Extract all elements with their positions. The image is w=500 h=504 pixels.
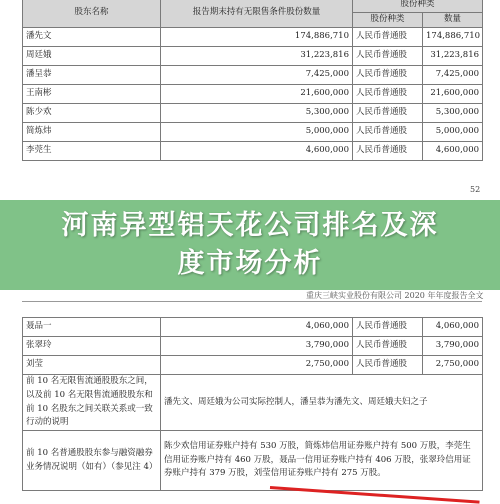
bottom-shareholder-table (22, 317, 483, 491)
relation-note-row (23, 375, 483, 431)
share-type: 人民币普通股 (353, 337, 423, 356)
top-shareholder-table (22, 0, 483, 161)
header-amount: 数量 (423, 13, 483, 28)
share-amount: 3,790,000 (423, 337, 483, 356)
share-type: 人民币普通股 (353, 142, 423, 161)
banner-title-line-2: 度市场分析 (177, 248, 323, 279)
table-row (23, 47, 483, 66)
share-amount: 7,425,000 (423, 66, 483, 85)
shareholder-name: 陈少欢 (23, 104, 161, 123)
share-type: 人民币普通股 (353, 28, 423, 47)
unrestricted-count: 4,600,000 (161, 142, 353, 161)
header-share-type-group: 股份种类 (353, 0, 483, 13)
unrestricted-count: 5,000,000 (161, 123, 353, 142)
table-header-row (23, 0, 483, 13)
page-number: 52 (470, 185, 481, 194)
share-amount: 21,600,000 (423, 85, 483, 104)
shareholder-name: 李莞生 (23, 142, 161, 161)
relation-note-text: 潘先文、周廷娥为公司实际控制人，潘呈恭为潘先文、周廷娥夫妇之子 (161, 375, 483, 431)
table-row (23, 142, 483, 161)
table-row (23, 356, 483, 375)
shareholder-name: 张翠玲 (23, 337, 161, 356)
shareholder-name: 王南彬 (23, 85, 161, 104)
header-shareholder-name: 股东名称 (23, 0, 161, 28)
share-amount: 4,600,000 (423, 142, 483, 161)
share-type: 人民币普通股 (353, 356, 423, 375)
share-amount: 31,223,816 (423, 47, 483, 66)
share-type: 人民币普通股 (353, 47, 423, 66)
table-row (23, 85, 483, 104)
header-share-type: 股份种类 (353, 13, 423, 28)
page-header-rule (22, 301, 482, 302)
table-row (23, 318, 483, 337)
page-header-text: 重庆三峡实业股份有限公司 2020 年年度报告全文 (306, 291, 484, 300)
unrestricted-count: 174,886,710 (161, 28, 353, 47)
unrestricted-count: 2,750,000 (161, 356, 353, 375)
share-type: 人民币普通股 (353, 104, 423, 123)
margin-note-row (23, 431, 483, 491)
unrestricted-count: 3,790,000 (161, 337, 353, 356)
table-row (23, 123, 483, 142)
banner-title-line-1: 河南异型铝天花公司排名及深 (61, 210, 439, 241)
shareholder-name: 聂品一 (23, 318, 161, 337)
margin-note-text: 陈少欢信用证券账户持有 530 万股，简炼炜信用证券账户持有 500 万股，李莞生信用证券账户持有 460 万股，聂品一信用证券账户持有 406 万股，张翠玲信用证券账户持有 379 万股，刘莹信用证券账户持有 275 万股。 (161, 431, 483, 491)
title-banner (0, 200, 500, 290)
share-type: 人民币普通股 (353, 85, 423, 104)
shareholder-name: 潘先文 (23, 28, 161, 47)
unrestricted-count: 21,600,000 (161, 85, 353, 104)
shareholder-name: 潘呈恭 (23, 66, 161, 85)
shareholder-name: 周廷娥 (23, 47, 161, 66)
unrestricted-count: 4,060,000 (161, 318, 353, 337)
unrestricted-count: 7,425,000 (161, 66, 353, 85)
table-row (23, 28, 483, 47)
margin-note-label: 前 10 名普通股股东参与融资融券业务情况说明（如有）（参见注 4） (23, 431, 161, 491)
share-amount: 174,886,710 (423, 28, 483, 47)
table-row (23, 104, 483, 123)
unrestricted-count: 31,223,816 (161, 47, 353, 66)
table-row (23, 66, 483, 85)
relation-note-label: 前 10 名无限售流通股股东之间，以及前 10 名无限售流通股股东和前 10 名股东之间关联关系或一致行动的说明 (23, 375, 161, 431)
share-type: 人民币普通股 (353, 318, 423, 337)
table-row (23, 337, 483, 356)
share-type: 人民币普通股 (353, 66, 423, 85)
share-amount: 5,300,000 (423, 104, 483, 123)
share-amount: 2,750,000 (423, 356, 483, 375)
unrestricted-count: 5,300,000 (161, 104, 353, 123)
share-amount: 4,060,000 (423, 318, 483, 337)
share-amount: 5,000,000 (423, 123, 483, 142)
shareholder-name: 刘莹 (23, 356, 161, 375)
shareholder-name: 简炼炜 (23, 123, 161, 142)
share-type: 人民币普通股 (353, 123, 423, 142)
header-unrestricted-count: 报告期末持有无限售条件股份数量 (161, 0, 353, 28)
